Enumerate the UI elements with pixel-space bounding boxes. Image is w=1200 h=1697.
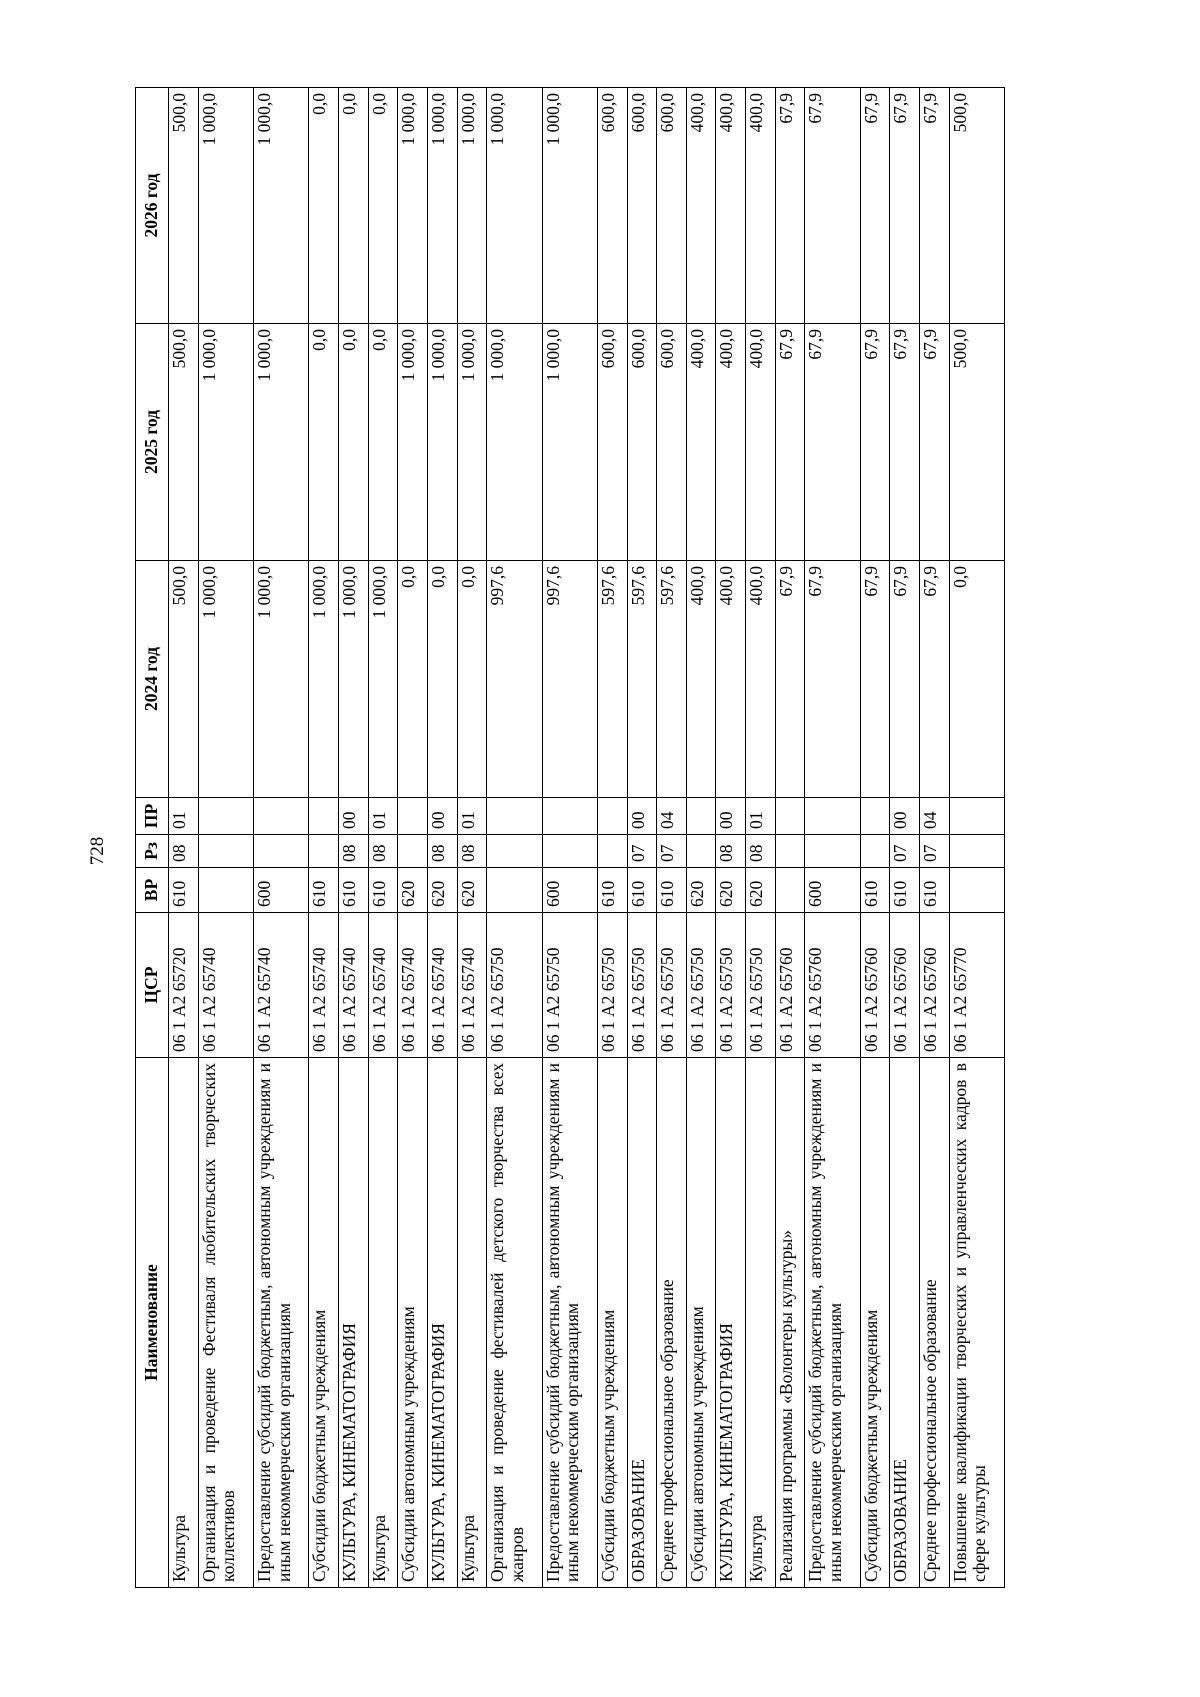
table-row — [805, 88, 860, 1588]
cell-rz: 08 — [716, 835, 746, 868]
cell-rz: 07 — [627, 835, 657, 868]
rotated-table-container — [135, 88, 1005, 1588]
table-row — [949, 88, 1004, 1588]
cell-csr: 06 1 А2 65740 — [338, 913, 368, 1058]
cell-2026: 1 000,0 — [427, 88, 457, 324]
cell-name: ОБРАЗОВАНИЕ — [890, 1058, 920, 1588]
cell-pr: 01 — [457, 798, 487, 835]
cell-2025: 600,0 — [597, 324, 627, 561]
cell-2024: 400,0 — [716, 561, 746, 798]
cell-name: Среднее профессиональное образование — [919, 1058, 949, 1588]
cell-name: Организация и проведение Фестиваля любительских творческих коллективов — [198, 1058, 253, 1588]
cell-2024: 597,6 — [627, 561, 657, 798]
table-row — [686, 88, 716, 1588]
cell-vr: 620 — [716, 868, 746, 913]
table-row — [253, 88, 308, 1588]
cell-2026: 400,0 — [716, 88, 746, 324]
cell-rz: 08 — [457, 835, 487, 868]
cell-csr: 06 1 А2 65740 — [309, 913, 339, 1058]
cell-name: Субсидии бюджетным учреждениям — [860, 1058, 890, 1588]
table-row — [860, 88, 890, 1588]
cell-csr: 06 1 А2 65770 — [949, 913, 1004, 1058]
cell-name: Культура — [457, 1058, 487, 1588]
cell-2024: 0,0 — [427, 561, 457, 798]
cell-rz: 08 — [368, 835, 398, 868]
cell-rz — [686, 835, 716, 868]
page-number: 728 — [87, 836, 108, 866]
cell-2025: 0,0 — [368, 324, 398, 561]
cell-2024: 0,0 — [398, 561, 428, 798]
header-vr: ВР — [136, 868, 169, 913]
cell-name: Культура — [368, 1058, 398, 1588]
cell-rz — [309, 835, 339, 868]
cell-rz: 08 — [427, 835, 457, 868]
cell-pr: 01 — [746, 798, 776, 835]
cell-2024: 400,0 — [746, 561, 776, 798]
cell-csr: 06 1 А2 65740 — [427, 913, 457, 1058]
cell-2026: 67,9 — [890, 88, 920, 324]
cell-rz — [860, 835, 890, 868]
cell-name: Культура — [169, 1058, 199, 1588]
cell-2024: 67,9 — [919, 561, 949, 798]
cell-csr: 06 1 А2 65750 — [686, 913, 716, 1058]
table-row — [398, 88, 428, 1588]
cell-2025: 500,0 — [169, 324, 199, 561]
header-name: Наименование — [136, 1058, 169, 1588]
cell-rz: 08 — [169, 835, 199, 868]
cell-2025: 1 000,0 — [198, 324, 253, 561]
header-2024: 2024 год — [136, 561, 169, 798]
cell-csr: 06 1 А2 65720 — [169, 913, 199, 1058]
cell-2025: 600,0 — [657, 324, 687, 561]
cell-name: Повышение квалификации творческих и управленческих кадров в сфере культуры — [949, 1058, 1004, 1588]
table-row — [427, 88, 457, 1588]
table-row — [542, 88, 597, 1588]
cell-2024: 997,6 — [487, 561, 542, 798]
cell-2026: 0,0 — [309, 88, 339, 324]
cell-name: ОБРАЗОВАНИЕ — [627, 1058, 657, 1588]
cell-name: Субсидии автономным учреждениям — [398, 1058, 428, 1588]
table-row — [309, 88, 339, 1588]
cell-2026: 1 000,0 — [198, 88, 253, 324]
cell-csr: 06 1 А2 65750 — [627, 913, 657, 1058]
cell-csr: 06 1 А2 65760 — [860, 913, 890, 1058]
cell-name: Субсидии автономным учреждениям — [686, 1058, 716, 1588]
cell-vr: 610 — [860, 868, 890, 913]
cell-rz — [805, 835, 860, 868]
cell-vr: 610 — [627, 868, 657, 913]
cell-csr: 06 1 А2 65740 — [198, 913, 253, 1058]
cell-vr: 600 — [253, 868, 308, 913]
cell-csr: 06 1 А2 65760 — [890, 913, 920, 1058]
cell-2026: 67,9 — [919, 88, 949, 324]
table-header-row — [136, 88, 169, 1588]
cell-vr — [775, 868, 805, 913]
cell-vr — [949, 868, 1004, 913]
cell-2024: 1 000,0 — [338, 561, 368, 798]
cell-vr: 610 — [919, 868, 949, 913]
cell-2026: 0,0 — [338, 88, 368, 324]
cell-csr: 06 1 А2 65740 — [253, 913, 308, 1058]
cell-vr: 610 — [657, 868, 687, 913]
cell-csr: 06 1 А2 65750 — [597, 913, 627, 1058]
cell-2025: 0,0 — [309, 324, 339, 561]
cell-pr — [949, 798, 1004, 835]
cell-vr: 620 — [686, 868, 716, 913]
cell-2024: 997,6 — [542, 561, 597, 798]
cell-2025: 0,0 — [338, 324, 368, 561]
cell-csr: 06 1 А2 65750 — [746, 913, 776, 1058]
cell-vr: 620 — [427, 868, 457, 913]
cell-vr: 600 — [542, 868, 597, 913]
cell-pr — [309, 798, 339, 835]
cell-csr: 06 1 А2 65750 — [542, 913, 597, 1058]
cell-2024: 1 000,0 — [198, 561, 253, 798]
cell-2025: 400,0 — [746, 324, 776, 561]
cell-2026: 67,9 — [860, 88, 890, 324]
cell-rz — [597, 835, 627, 868]
cell-rz: 07 — [890, 835, 920, 868]
cell-pr — [686, 798, 716, 835]
cell-vr — [487, 868, 542, 913]
cell-csr: 06 1 А2 65750 — [487, 913, 542, 1058]
table-row — [716, 88, 746, 1588]
cell-csr: 06 1 А2 65760 — [775, 913, 805, 1058]
cell-2026: 400,0 — [686, 88, 716, 324]
cell-pr — [198, 798, 253, 835]
cell-name: Среднее профессиональное образование — [657, 1058, 687, 1588]
table-row — [775, 88, 805, 1588]
cell-2025: 1 000,0 — [542, 324, 597, 561]
cell-rz — [487, 835, 542, 868]
cell-name: Организация и проведение фестивалей детского творчества всех жанров — [487, 1058, 542, 1588]
table-row — [169, 88, 199, 1588]
table-row — [597, 88, 627, 1588]
cell-rz — [253, 835, 308, 868]
header-pr: ПР — [136, 798, 169, 835]
cell-2024: 67,9 — [775, 561, 805, 798]
header-2025: 2025 год — [136, 324, 169, 561]
cell-2026: 1 000,0 — [487, 88, 542, 324]
cell-rz: 08 — [338, 835, 368, 868]
cell-rz: 07 — [919, 835, 949, 868]
cell-pr: 00 — [716, 798, 746, 835]
cell-2026: 500,0 — [169, 88, 199, 324]
cell-name: Предоставление субсидий бюджетным, автономным учреждениям и иным некоммерческим организациям — [542, 1058, 597, 1588]
table-body — [169, 88, 1005, 1588]
cell-vr: 610 — [309, 868, 339, 913]
cell-pr: 01 — [169, 798, 199, 835]
cell-pr: 00 — [627, 798, 657, 835]
cell-csr: 06 1 А2 65740 — [398, 913, 428, 1058]
cell-pr — [860, 798, 890, 835]
cell-vr: 600 — [805, 868, 860, 913]
cell-pr — [487, 798, 542, 835]
cell-vr: 610 — [338, 868, 368, 913]
cell-2026: 600,0 — [627, 88, 657, 324]
table-row — [627, 88, 657, 1588]
cell-2026: 600,0 — [597, 88, 627, 324]
cell-2025: 67,9 — [919, 324, 949, 561]
cell-2026: 1 000,0 — [457, 88, 487, 324]
table-row — [457, 88, 487, 1588]
cell-vr — [198, 868, 253, 913]
cell-2026: 1 000,0 — [542, 88, 597, 324]
cell-2026: 67,9 — [775, 88, 805, 324]
cell-rz — [949, 835, 1004, 868]
cell-pr: 04 — [657, 798, 687, 835]
cell-name: Реализация программы «Волонтеры культуры» — [775, 1058, 805, 1588]
cell-name: Культура — [746, 1058, 776, 1588]
cell-2025: 500,0 — [949, 324, 1004, 561]
cell-2026: 1 000,0 — [398, 88, 428, 324]
cell-2024: 67,9 — [890, 561, 920, 798]
cell-name: КУЛЬТУРА, КИНЕМАТОГРАФИЯ — [716, 1058, 746, 1588]
cell-2024: 597,6 — [657, 561, 687, 798]
cell-2024: 67,9 — [805, 561, 860, 798]
cell-2025: 600,0 — [627, 324, 657, 561]
cell-pr: 04 — [919, 798, 949, 835]
cell-2025: 67,9 — [775, 324, 805, 561]
cell-2025: 1 000,0 — [427, 324, 457, 561]
cell-2025: 400,0 — [716, 324, 746, 561]
cell-vr: 610 — [890, 868, 920, 913]
cell-2024: 1 000,0 — [253, 561, 308, 798]
cell-2025: 67,9 — [890, 324, 920, 561]
cell-2024: 500,0 — [169, 561, 199, 798]
cell-name: Предоставление субсидий бюджетным, автономным учреждениям и иным некоммерческим организациям — [253, 1058, 308, 1588]
cell-pr — [597, 798, 627, 835]
cell-2024: 0,0 — [949, 561, 1004, 798]
cell-vr: 610 — [368, 868, 398, 913]
table-row — [487, 88, 542, 1588]
cell-rz — [198, 835, 253, 868]
cell-pr — [398, 798, 428, 835]
table-row — [746, 88, 776, 1588]
cell-2026: 500,0 — [949, 88, 1004, 324]
cell-pr — [542, 798, 597, 835]
cell-csr: 06 1 А2 65740 — [368, 913, 398, 1058]
cell-2024: 597,6 — [597, 561, 627, 798]
cell-name: Субсидии бюджетным учреждениям — [597, 1058, 627, 1588]
cell-csr: 06 1 А2 65760 — [919, 913, 949, 1058]
cell-2025: 1 000,0 — [457, 324, 487, 561]
cell-2026: 67,9 — [805, 88, 860, 324]
cell-2026: 600,0 — [657, 88, 687, 324]
header-csr: ЦСР — [136, 913, 169, 1058]
cell-csr: 06 1 А2 65750 — [657, 913, 687, 1058]
cell-pr — [805, 798, 860, 835]
cell-2025: 67,9 — [860, 324, 890, 561]
table-row — [198, 88, 253, 1588]
cell-csr: 06 1 А2 65750 — [716, 913, 746, 1058]
cell-2025: 67,9 — [805, 324, 860, 561]
cell-2026: 400,0 — [746, 88, 776, 324]
cell-pr — [253, 798, 308, 835]
cell-rz: 07 — [657, 835, 687, 868]
cell-vr: 620 — [398, 868, 428, 913]
table-row — [338, 88, 368, 1588]
cell-pr: 01 — [368, 798, 398, 835]
table-row — [890, 88, 920, 1588]
cell-name: Предоставление субсидий бюджетным, автономным учреждениям и иным некоммерческим организациям — [805, 1058, 860, 1588]
cell-2026: 0,0 — [368, 88, 398, 324]
cell-vr: 620 — [457, 868, 487, 913]
cell-rz — [398, 835, 428, 868]
cell-2024: 400,0 — [686, 561, 716, 798]
cell-rz — [542, 835, 597, 868]
cell-vr: 620 — [746, 868, 776, 913]
cell-name: Субсидии бюджетным учреждениям — [309, 1058, 339, 1588]
cell-rz — [775, 835, 805, 868]
budget-table — [135, 87, 1005, 1588]
header-rz: Рз — [136, 835, 169, 868]
cell-2024: 67,9 — [860, 561, 890, 798]
cell-name: КУЛЬТУРА, КИНЕМАТОГРАФИЯ — [427, 1058, 457, 1588]
table-row — [657, 88, 687, 1588]
cell-2025: 1 000,0 — [487, 324, 542, 561]
table-row — [919, 88, 949, 1588]
cell-2026: 1 000,0 — [253, 88, 308, 324]
cell-2025: 1 000,0 — [253, 324, 308, 561]
cell-vr: 610 — [169, 868, 199, 913]
cell-name: КУЛЬТУРА, КИНЕМАТОГРАФИЯ — [338, 1058, 368, 1588]
cell-rz: 08 — [746, 835, 776, 868]
table-row — [368, 88, 398, 1588]
cell-pr: 00 — [890, 798, 920, 835]
cell-vr: 610 — [597, 868, 627, 913]
cell-2024: 0,0 — [457, 561, 487, 798]
cell-pr — [775, 798, 805, 835]
cell-2025: 400,0 — [686, 324, 716, 561]
cell-pr: 00 — [427, 798, 457, 835]
cell-2024: 1 000,0 — [309, 561, 339, 798]
cell-2025: 1 000,0 — [398, 324, 428, 561]
cell-pr: 00 — [338, 798, 368, 835]
cell-2024: 1 000,0 — [368, 561, 398, 798]
cell-csr: 06 1 А2 65760 — [805, 913, 860, 1058]
header-2026: 2026 год — [136, 88, 169, 324]
cell-csr: 06 1 А2 65740 — [457, 913, 487, 1058]
